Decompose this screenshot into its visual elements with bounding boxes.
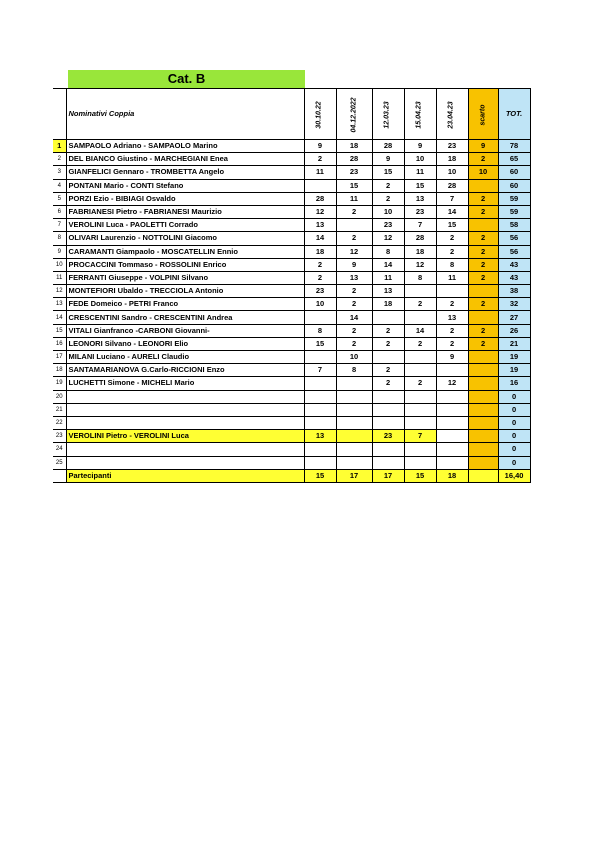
total-cell: 0 <box>498 430 530 443</box>
scarto-cell <box>468 219 498 232</box>
pair-name-cell: GIANFELICI Gennaro - TROMBETTA Angelo <box>66 166 304 179</box>
footer-label: Partecipanti <box>66 469 304 482</box>
score-cell <box>436 430 468 443</box>
pair-name-cell: FERRANTI Giuseppe - VOLPINI Silvano <box>66 271 304 284</box>
score-cell: 2 <box>436 337 468 350</box>
score-cell <box>304 179 336 192</box>
score-cell: 14 <box>336 311 372 324</box>
pair-name-cell <box>66 443 304 456</box>
score-cell: 8 <box>372 245 404 258</box>
score-cell <box>436 456 468 469</box>
footer-average-cell: 16,40 <box>498 469 530 482</box>
score-cell: 8 <box>336 364 372 377</box>
total-cell: 59 <box>498 205 530 218</box>
table-row <box>53 179 530 192</box>
scarto-cell <box>468 443 498 456</box>
header-date-3-label: 12.03.23 <box>384 100 392 129</box>
header-scarto <box>468 89 498 140</box>
score-cell: 11 <box>436 271 468 284</box>
pair-name-cell: VEROLINI Pietro - VEROLINI Luca <box>66 430 304 443</box>
ranking-table <box>53 88 531 483</box>
rank-cell: 9 <box>53 245 66 258</box>
score-cell <box>336 443 372 456</box>
score-cell: 9 <box>404 140 436 153</box>
score-cell: 9 <box>372 153 404 166</box>
score-cell <box>436 364 468 377</box>
scarto-cell <box>468 285 498 298</box>
score-cell: 8 <box>436 258 468 271</box>
score-cell: 10 <box>436 166 468 179</box>
table-row <box>53 324 530 337</box>
score-cell: 2 <box>304 258 336 271</box>
score-cell: 14 <box>304 232 336 245</box>
rank-cell: 16 <box>53 337 66 350</box>
scarto-cell: 2 <box>468 153 498 166</box>
score-cell <box>436 285 468 298</box>
pair-name-cell: FABRIANESI Pietro - FABRIANESI Maurizio <box>66 205 304 218</box>
score-cell <box>372 403 404 416</box>
rank-cell: 21 <box>53 403 66 416</box>
score-cell: 7 <box>404 430 436 443</box>
pair-name-cell: OLIVARI Laurenzio - NOTTOLINI Giacomo <box>66 232 304 245</box>
pair-name-cell: LEONORI Silvano - LEONORI Elio <box>66 337 304 350</box>
scarto-cell <box>468 311 498 324</box>
score-cell: 2 <box>336 337 372 350</box>
table-row <box>53 351 530 364</box>
rank-cell: 17 <box>53 351 66 364</box>
score-cell: 2 <box>372 179 404 192</box>
rank-cell: 10 <box>53 258 66 271</box>
score-cell: 28 <box>304 192 336 205</box>
table-row <box>53 245 530 258</box>
rank-cell: 13 <box>53 298 66 311</box>
score-cell: 12 <box>304 205 336 218</box>
score-cell: 10 <box>404 153 436 166</box>
score-cell: 10 <box>372 205 404 218</box>
score-cell: 23 <box>372 430 404 443</box>
score-cell: 14 <box>436 205 468 218</box>
rank-cell: 24 <box>53 443 66 456</box>
pair-name-cell: FEDE Domeico - PETRI Franco <box>66 298 304 311</box>
score-cell: 13 <box>304 430 336 443</box>
table-row <box>53 311 530 324</box>
scarto-cell: 2 <box>468 337 498 350</box>
score-cell: 15 <box>372 166 404 179</box>
header-name: Nominativi Coppia <box>66 89 304 140</box>
footer-rank-cell <box>53 469 66 482</box>
footer-row <box>53 469 530 482</box>
score-cell: 28 <box>404 232 436 245</box>
score-cell <box>404 390 436 403</box>
rank-cell: 15 <box>53 324 66 337</box>
table-row <box>53 403 530 416</box>
table-row <box>53 166 530 179</box>
scarto-cell <box>468 456 498 469</box>
rank-cell: 3 <box>53 166 66 179</box>
rank-cell: 4 <box>53 179 66 192</box>
pair-name-cell: SANTAMARIANOVA G.Carlo-RICCIONI Enzo <box>66 364 304 377</box>
pair-name-cell: CRESCENTINI Sandro - CRESCENTINI Andrea <box>66 311 304 324</box>
total-cell: 27 <box>498 311 530 324</box>
header-date-1 <box>304 89 336 140</box>
table-row <box>53 337 530 350</box>
total-cell: 60 <box>498 166 530 179</box>
score-cell: 14 <box>404 324 436 337</box>
header-tot: TOT. <box>498 89 530 140</box>
score-cell <box>404 311 436 324</box>
score-cell <box>336 416 372 429</box>
score-cell: 2 <box>372 192 404 205</box>
score-cell <box>436 390 468 403</box>
table-row <box>53 140 530 153</box>
score-cell: 18 <box>404 245 436 258</box>
score-cell: 2 <box>436 232 468 245</box>
score-cell <box>436 403 468 416</box>
score-cell: 28 <box>436 179 468 192</box>
score-cell: 15 <box>436 219 468 232</box>
footer-count-cell: 17 <box>372 469 404 482</box>
score-cell <box>304 377 336 390</box>
score-cell <box>404 456 436 469</box>
score-cell <box>336 390 372 403</box>
score-cell: 11 <box>336 192 372 205</box>
rank-cell: 7 <box>53 219 66 232</box>
rank-cell: 8 <box>53 232 66 245</box>
total-cell: 0 <box>498 416 530 429</box>
total-cell: 56 <box>498 232 530 245</box>
header-date-2-label: 04.12.2022 <box>350 96 358 133</box>
score-cell <box>404 443 436 456</box>
score-cell: 23 <box>304 285 336 298</box>
scarto-cell: 2 <box>468 271 498 284</box>
score-cell: 2 <box>372 377 404 390</box>
header-date-4-label: 15.04.23 <box>416 100 424 129</box>
footer-count-cell: 15 <box>304 469 336 482</box>
scarto-cell <box>468 377 498 390</box>
score-cell: 15 <box>404 179 436 192</box>
score-cell: 2 <box>304 153 336 166</box>
scarto-cell: 2 <box>468 192 498 205</box>
header-date-4 <box>404 89 436 140</box>
score-cell: 2 <box>372 364 404 377</box>
total-cell: 21 <box>498 337 530 350</box>
scarto-cell <box>468 416 498 429</box>
score-cell <box>336 219 372 232</box>
score-cell: 2 <box>404 298 436 311</box>
scarto-cell: 2 <box>468 298 498 311</box>
score-cell: 23 <box>336 166 372 179</box>
score-cell: 23 <box>404 205 436 218</box>
table-row <box>53 390 530 403</box>
pair-name-cell: MONTEFIORI Ubaldo - TRECCIOLA Antonio <box>66 285 304 298</box>
rank-cell: 2 <box>53 153 66 166</box>
rank-cell: 19 <box>53 377 66 390</box>
scarto-cell: 2 <box>468 245 498 258</box>
table-row <box>53 153 530 166</box>
rank-cell: 20 <box>53 390 66 403</box>
score-cell: 2 <box>336 285 372 298</box>
pair-name-cell <box>66 390 304 403</box>
score-cell: 2 <box>404 337 436 350</box>
table-row <box>53 219 530 232</box>
score-cell <box>304 311 336 324</box>
table-row <box>53 258 530 271</box>
header-date-5 <box>436 89 468 140</box>
score-cell: 9 <box>336 258 372 271</box>
footer-count-cell: 17 <box>336 469 372 482</box>
pair-name-cell: VEROLINI Luca - PAOLETTI Corrado <box>66 219 304 232</box>
score-cell <box>336 403 372 416</box>
score-cell: 13 <box>372 285 404 298</box>
total-cell: 60 <box>498 179 530 192</box>
table-row <box>53 192 530 205</box>
score-cell <box>404 285 436 298</box>
pair-name-cell <box>66 403 304 416</box>
total-cell: 65 <box>498 153 530 166</box>
score-cell: 9 <box>436 351 468 364</box>
score-cell <box>304 443 336 456</box>
score-cell <box>404 403 436 416</box>
table-row <box>53 377 530 390</box>
scarto-cell: 2 <box>468 258 498 271</box>
pair-name-cell: CARAMANTI Giampaolo - MOSCATELLIN Ennio <box>66 245 304 258</box>
total-cell: 19 <box>498 364 530 377</box>
score-cell <box>336 430 372 443</box>
rank-cell: 1 <box>53 140 66 153</box>
score-cell <box>304 456 336 469</box>
rank-cell: 14 <box>53 311 66 324</box>
score-cell <box>372 311 404 324</box>
total-cell: 59 <box>498 192 530 205</box>
table-row <box>53 443 530 456</box>
score-cell <box>372 351 404 364</box>
scarto-cell: 2 <box>468 324 498 337</box>
scarto-cell: 2 <box>468 232 498 245</box>
scarto-cell: 10 <box>468 166 498 179</box>
header-row <box>53 89 530 140</box>
table-row <box>53 298 530 311</box>
header-date-5-label: 23.04.23 <box>448 100 456 129</box>
score-cell: 9 <box>304 140 336 153</box>
score-cell: 12 <box>336 245 372 258</box>
score-cell: 10 <box>304 298 336 311</box>
score-cell: 28 <box>336 153 372 166</box>
score-cell: 2 <box>372 337 404 350</box>
score-cell: 8 <box>404 271 436 284</box>
total-cell: 26 <box>498 324 530 337</box>
total-cell: 56 <box>498 245 530 258</box>
score-cell: 2 <box>436 245 468 258</box>
score-cell: 2 <box>336 205 372 218</box>
scarto-cell: 2 <box>468 205 498 218</box>
table-row <box>53 456 530 469</box>
score-cell: 18 <box>372 298 404 311</box>
table-row <box>53 271 530 284</box>
score-cell <box>336 377 372 390</box>
score-cell: 2 <box>336 232 372 245</box>
score-cell <box>372 443 404 456</box>
header-scarto-label: scarto <box>479 103 487 126</box>
score-cell <box>372 456 404 469</box>
header-date-3 <box>372 89 404 140</box>
pair-name-cell: SAMPAOLO Adriano - SAMPAOLO Marino <box>66 140 304 153</box>
score-cell: 2 <box>404 377 436 390</box>
footer-count-cell: 15 <box>404 469 436 482</box>
table-row <box>53 232 530 245</box>
score-cell: 12 <box>436 377 468 390</box>
score-cell: 18 <box>304 245 336 258</box>
category-title: Cat. B <box>68 70 305 88</box>
table-row <box>53 285 530 298</box>
score-cell <box>372 390 404 403</box>
score-cell: 2 <box>372 324 404 337</box>
rank-cell: 22 <box>53 416 66 429</box>
score-cell: 18 <box>336 140 372 153</box>
pair-name-cell: PROCACCINI Tommaso - ROSSOLINI Enrico <box>66 258 304 271</box>
ranking-table-body <box>53 89 530 483</box>
rank-cell: 12 <box>53 285 66 298</box>
pair-name-cell <box>66 456 304 469</box>
total-cell: 0 <box>498 456 530 469</box>
total-cell: 43 <box>498 271 530 284</box>
score-cell: 11 <box>304 166 336 179</box>
score-cell: 12 <box>372 232 404 245</box>
table-row <box>53 430 530 443</box>
table-row <box>53 205 530 218</box>
header-date-1-label: 30.10.22 <box>316 100 323 129</box>
scarto-cell: 9 <box>468 140 498 153</box>
score-cell: 14 <box>372 258 404 271</box>
pair-name-cell <box>66 416 304 429</box>
rank-cell: 23 <box>53 430 66 443</box>
score-cell <box>304 390 336 403</box>
table-row <box>53 364 530 377</box>
table-row <box>53 416 530 429</box>
score-cell <box>304 403 336 416</box>
total-cell: 0 <box>498 443 530 456</box>
score-cell: 2 <box>436 324 468 337</box>
total-cell: 19 <box>498 351 530 364</box>
scarto-cell <box>468 179 498 192</box>
score-cell: 10 <box>336 351 372 364</box>
score-cell: 11 <box>372 271 404 284</box>
rank-cell: 25 <box>53 456 66 469</box>
score-cell <box>304 416 336 429</box>
pair-name-cell: PORZI Ezio - BIBIAGI Osvaldo <box>66 192 304 205</box>
score-cell: 7 <box>404 219 436 232</box>
score-cell: 23 <box>436 140 468 153</box>
total-cell: 16 <box>498 377 530 390</box>
score-cell: 2 <box>336 324 372 337</box>
score-cell: 7 <box>436 192 468 205</box>
rank-cell: 18 <box>53 364 66 377</box>
rank-cell: 6 <box>53 205 66 218</box>
pair-name-cell: DEL BIANCO Giustino - MARCHEGIANI Enea <box>66 153 304 166</box>
total-cell: 32 <box>498 298 530 311</box>
pair-name-cell: LUCHETTI Simone - MICHELI Mario <box>66 377 304 390</box>
score-cell <box>336 456 372 469</box>
score-cell: 13 <box>336 271 372 284</box>
footer-count-cell: 18 <box>436 469 468 482</box>
total-cell: 0 <box>498 403 530 416</box>
score-cell: 12 <box>404 258 436 271</box>
scarto-cell <box>468 403 498 416</box>
total-cell: 38 <box>498 285 530 298</box>
score-cell: 8 <box>304 324 336 337</box>
score-cell <box>404 351 436 364</box>
score-cell <box>404 416 436 429</box>
pair-name-cell: VITALI Gianfranco -CARBONI Giovanni- <box>66 324 304 337</box>
scarto-cell <box>468 351 498 364</box>
scarto-cell <box>468 364 498 377</box>
score-cell: 15 <box>304 337 336 350</box>
total-cell: 43 <box>498 258 530 271</box>
scarto-cell <box>468 430 498 443</box>
score-cell: 11 <box>404 166 436 179</box>
score-cell: 13 <box>404 192 436 205</box>
pair-name-cell: MILANI Luciano - AURELI Claudio <box>66 351 304 364</box>
score-cell: 28 <box>372 140 404 153</box>
score-cell: 2 <box>436 298 468 311</box>
score-cell: 15 <box>336 179 372 192</box>
score-cell: 18 <box>436 153 468 166</box>
score-cell: 2 <box>336 298 372 311</box>
pair-name-cell: PONTANI Mario - CONTI Stefano <box>66 179 304 192</box>
score-cell <box>372 416 404 429</box>
rank-cell: 5 <box>53 192 66 205</box>
header-date-2 <box>336 89 372 140</box>
score-cell: 13 <box>304 219 336 232</box>
score-cell <box>436 443 468 456</box>
total-cell: 78 <box>498 140 530 153</box>
rank-cell: 11 <box>53 271 66 284</box>
score-cell <box>404 364 436 377</box>
total-cell: 0 <box>498 390 530 403</box>
footer-scarto-cell <box>468 469 498 482</box>
total-cell: 58 <box>498 219 530 232</box>
score-cell: 23 <box>372 219 404 232</box>
score-cell: 13 <box>436 311 468 324</box>
score-cell: 7 <box>304 364 336 377</box>
score-cell: 2 <box>304 271 336 284</box>
scarto-cell <box>468 390 498 403</box>
score-cell <box>304 351 336 364</box>
header-rank-cell <box>53 89 66 140</box>
score-cell <box>436 416 468 429</box>
